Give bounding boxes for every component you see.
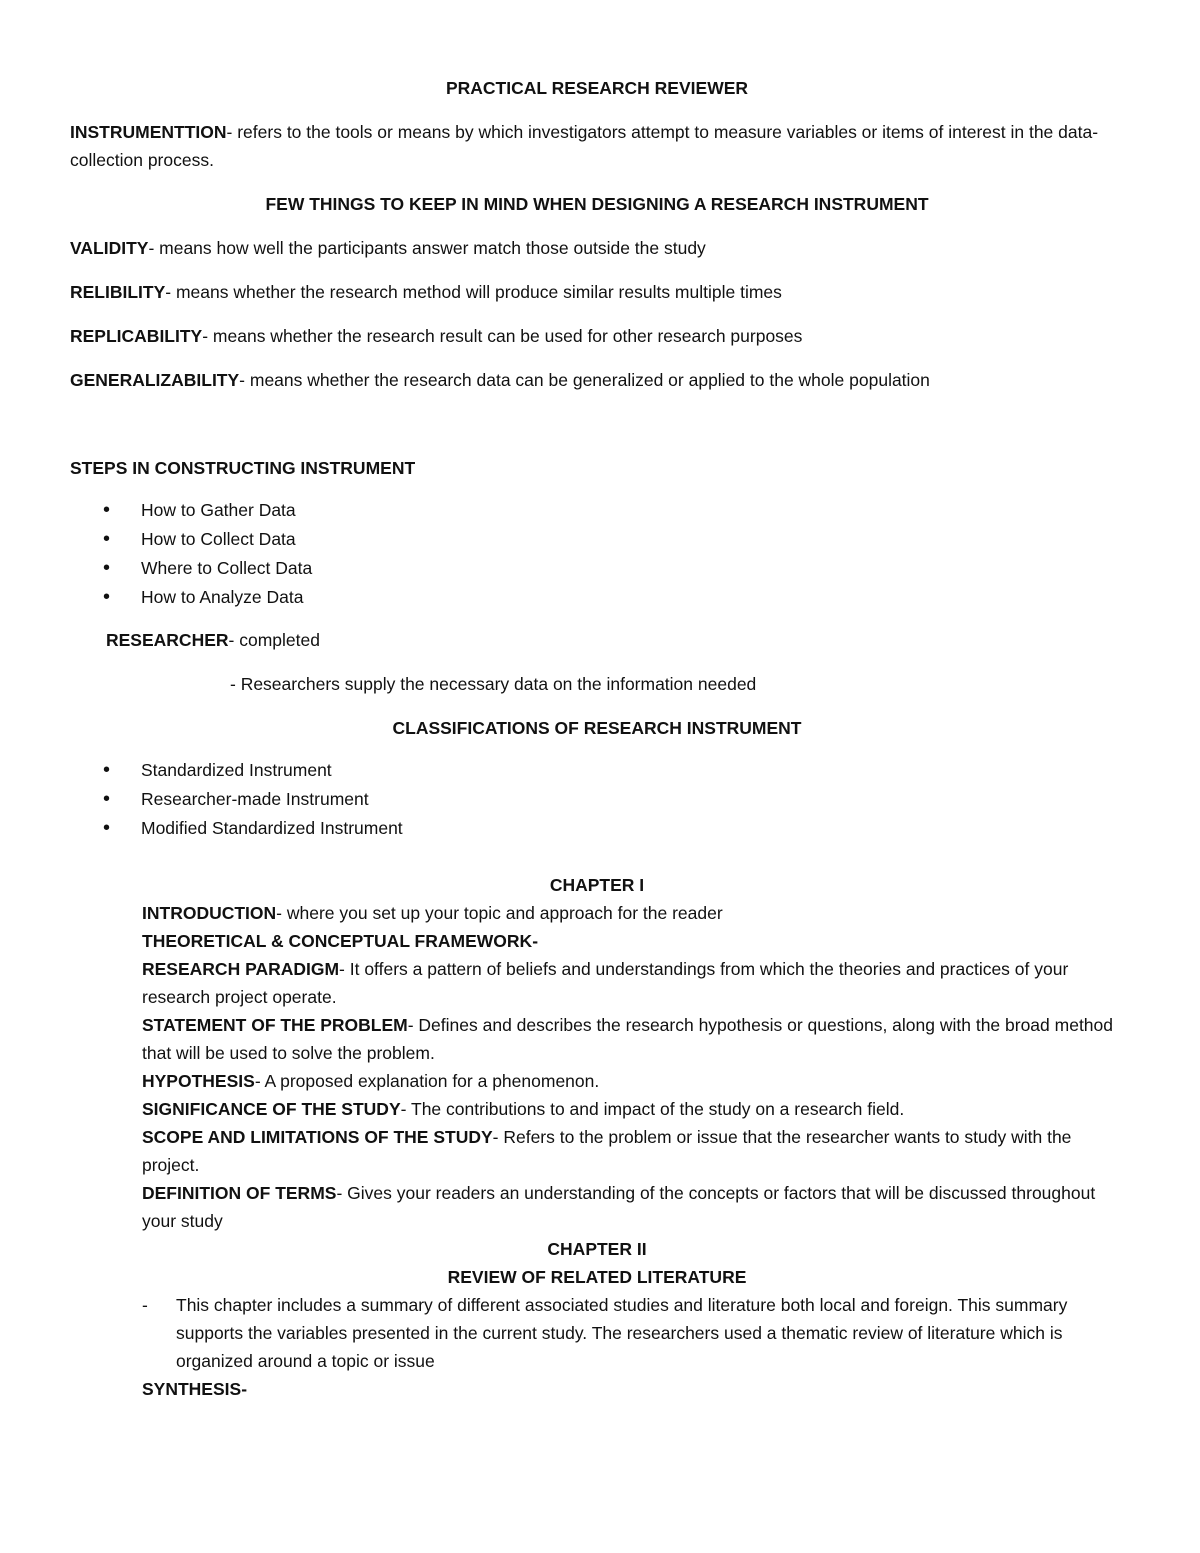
term-definition: - bbox=[241, 1379, 248, 1399]
researcher-note: - Researchers supply the necessary data on the information needed bbox=[230, 674, 757, 694]
chapter-1-item bbox=[142, 1123, 1124, 1179]
dash-marker: - bbox=[142, 1295, 148, 1315]
steps-list bbox=[70, 496, 1124, 612]
list-item: • Standardized Instrument bbox=[70, 756, 1124, 785]
chapter-1-item bbox=[142, 1067, 1124, 1095]
term: SYNTHESIS bbox=[142, 1379, 242, 1399]
term: STATEMENT OF THE PROBLEM bbox=[142, 1015, 408, 1035]
term-definition: - means whether the research data can be generalized or applied to the whole population bbox=[239, 370, 930, 390]
section-heading-keep-in-mind: FEW THINGS TO KEEP IN MIND WHEN DESIGNING A RESEARCH INSTRUMENT bbox=[265, 194, 929, 214]
term-definition: - completed bbox=[228, 630, 320, 650]
definition-validity bbox=[70, 234, 1124, 262]
chapter-1-items bbox=[70, 899, 1124, 1235]
chapter-1-heading: CHAPTER I bbox=[549, 875, 645, 895]
term: SIGNIFICANCE OF THE STUDY bbox=[142, 1099, 401, 1119]
chapter-1-item bbox=[142, 1179, 1124, 1235]
chapter-1-item bbox=[142, 955, 1124, 1011]
term: GENERALIZABILITY bbox=[70, 370, 240, 390]
term: THEORETICAL & CONCEPTUAL FRAMEWORK bbox=[142, 931, 533, 951]
chapter-2-summary bbox=[70, 1291, 1124, 1375]
definition-instrumentation bbox=[70, 118, 1124, 174]
term: REPLICABILITY bbox=[70, 326, 203, 346]
summary-text: This chapter includes a summary of different associated studies and literature both local and foreign. This summary supports the variables presented in the current study. The researchers used a thematic review of literature which is organized around a topic or issue bbox=[176, 1295, 1068, 1371]
definition-generalizability bbox=[70, 366, 1124, 394]
term-definition: - means how well the participants answer match those outside the study bbox=[148, 238, 706, 258]
definition-synthesis bbox=[70, 1375, 1124, 1403]
term-definition: - Defines and describes the research hypothesis or questions, along with the broad method that will be used to solve the problem. bbox=[142, 1015, 1114, 1063]
chapter-2-subheading: REVIEW OF RELATED LITERATURE bbox=[447, 1267, 747, 1287]
term: INSTRUMENTTION bbox=[70, 122, 227, 142]
chapter-1-item bbox=[142, 927, 1124, 955]
term: RELIBILITY bbox=[70, 282, 166, 302]
term-definition: - means whether the research result can be used for other research purposes bbox=[202, 326, 803, 346]
term-definition: - It offers a pattern of beliefs and understandings from which the theories and practices of your research project operate. bbox=[142, 959, 1069, 1007]
chapter-1-item bbox=[142, 1011, 1124, 1067]
term: VALIDITY bbox=[70, 238, 149, 258]
definition-reliability bbox=[70, 278, 1124, 306]
classifications-list bbox=[70, 756, 1124, 843]
term: INTRODUCTION bbox=[142, 903, 277, 923]
section-heading-classifications: CLASSIFICATIONS OF RESEARCH INSTRUMENT bbox=[392, 718, 802, 738]
term-definition: - means whether the research method will produce similar results multiple times bbox=[165, 282, 782, 302]
list-item: • Modified Standardized Instrument bbox=[70, 814, 1124, 843]
term: RESEARCH PARADIGM bbox=[142, 959, 340, 979]
definition-researcher bbox=[70, 626, 1124, 654]
chapter-1-item bbox=[142, 1095, 1124, 1123]
term-definition: - refers to the tools or means by which investigators attempt to measure variables or items of interest in the data-collection process. bbox=[70, 122, 1099, 170]
term: HYPOTHESIS bbox=[142, 1071, 255, 1091]
term-definition: - The contributions to and impact of the study on a research field. bbox=[400, 1099, 905, 1119]
term-definition: - Refers to the problem or issue that the researcher wants to study with the project. bbox=[142, 1127, 1072, 1175]
chapter-1-item bbox=[142, 899, 1124, 927]
document-title: PRACTICAL RESEARCH REVIEWER bbox=[445, 78, 749, 98]
definition-replicability bbox=[70, 322, 1124, 350]
term-definition: - A proposed explanation for a phenomenon. bbox=[254, 1071, 600, 1091]
list-item: • How to Analyze Data bbox=[70, 583, 1124, 612]
term: RESEARCHER bbox=[106, 630, 229, 650]
list-item: • How to Collect Data bbox=[70, 525, 1124, 554]
list-item: • Where to Collect Data bbox=[70, 554, 1124, 583]
term-definition: - where you set up your topic and approach for the reader bbox=[276, 903, 723, 923]
term: SCOPE AND LIMITATIONS OF THE STUDY bbox=[142, 1127, 493, 1147]
term-definition: - Gives your readers an understanding of the concepts or factors that will be discussed throughout your study bbox=[142, 1183, 1096, 1231]
section-heading-steps: STEPS IN CONSTRUCTING INSTRUMENT bbox=[70, 458, 416, 478]
chapter-2-heading: CHAPTER II bbox=[547, 1239, 647, 1259]
list-item: • Researcher-made Instrument bbox=[70, 785, 1124, 814]
term-definition: - bbox=[532, 931, 539, 951]
term: DEFINITION OF TERMS bbox=[142, 1183, 337, 1203]
list-item: • How to Gather Data bbox=[70, 496, 1124, 525]
